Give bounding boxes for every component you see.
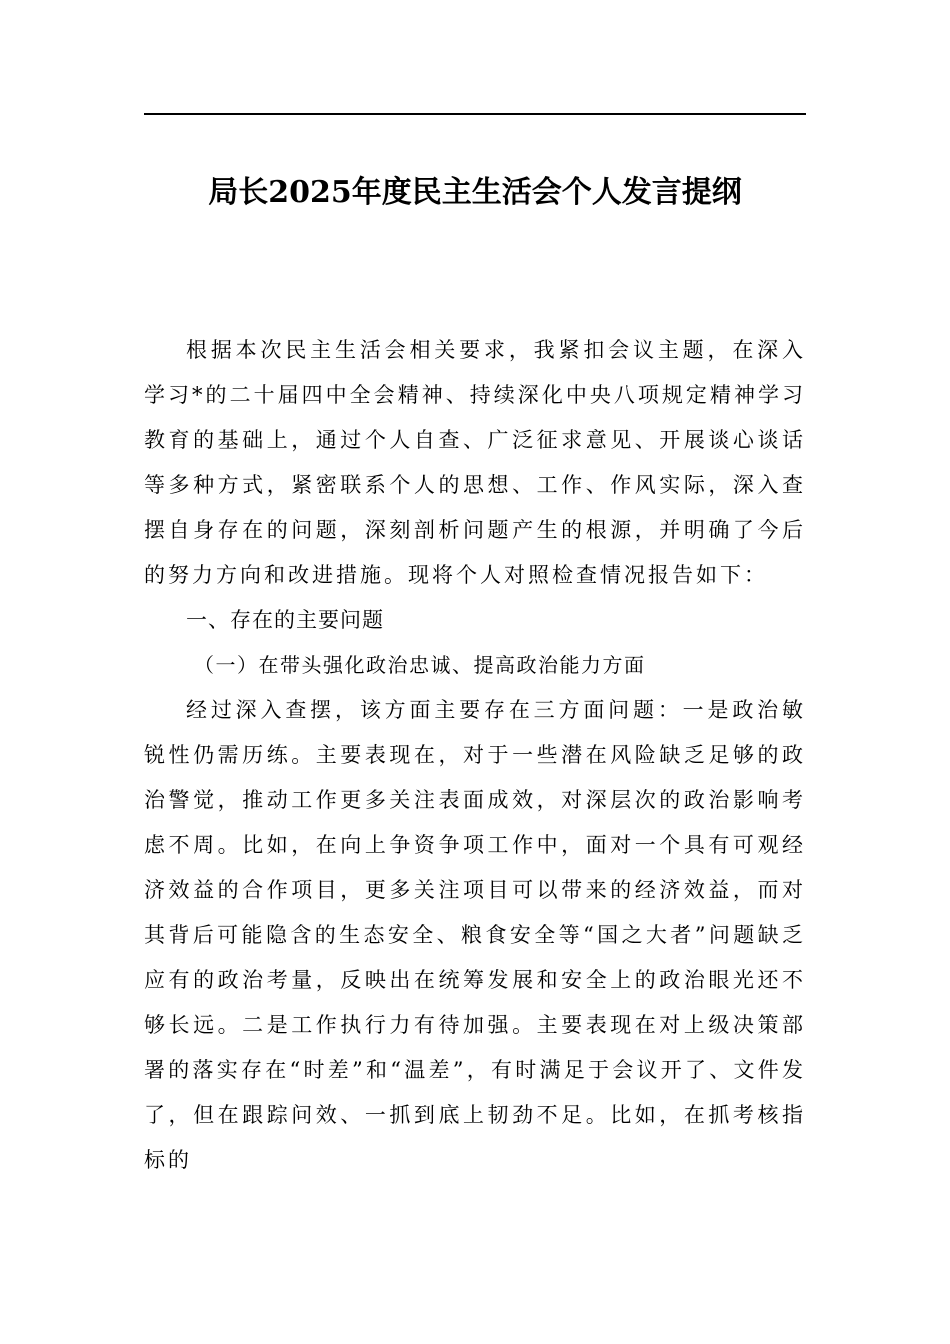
subsection-heading: （一）在带头强化政治忠诚、提高政治能力方面	[194, 653, 646, 677]
document-body	[144, 328, 806, 1183]
header-rule	[144, 113, 806, 115]
body-paragraph: 经过深入查摆，该方面主要存在三方面问题：一是政治敏锐性仍需历练。主要表现在，对于一些潜在风险缺乏足够的政治警觉，推动工作更多关注表面成效，对深层次的政治影响考虑不周。比如，在向上争资争项工作中，面对一个具有可观经济效益的合作项目，更多关注项目可以带来的经济效益，而对其背后可能隐含的生态安全、粮食安全等“国之大者”问题缺乏应有的政治考量，反映出在统筹发展和安全上的政治眼光还不够长远。二是工作执行力有待加强。主要表现在对上级决策部署的落实存在“时差”和“温差”，有时满足于会议开了、文件发了，但在跟踪问效、一抓到底上韧劲不足。比如，在抓考核指标的	[144, 698, 806, 1172]
intro-paragraph: 根据本次民主生活会相关要求，我紧扣会议主题，在深入学习*的二十届四中全会精神、持续深化中央八项规定精神学习教育的基础上，通过个人自查、广泛征求意见、开展谈心谈话等多种方式，紧密联系个人的思想、工作、作风实际，深入查摆自身存在的问题，深刻剖析问题产生的根源，并明确了今后的努力方向和改进措施。现将个人对照检查情况报告如下：	[144, 338, 806, 587]
document-title: 局长2025年度民主生活会个人发言提纲	[208, 175, 742, 210]
section-heading: 一、存在的主要问题	[186, 608, 384, 632]
